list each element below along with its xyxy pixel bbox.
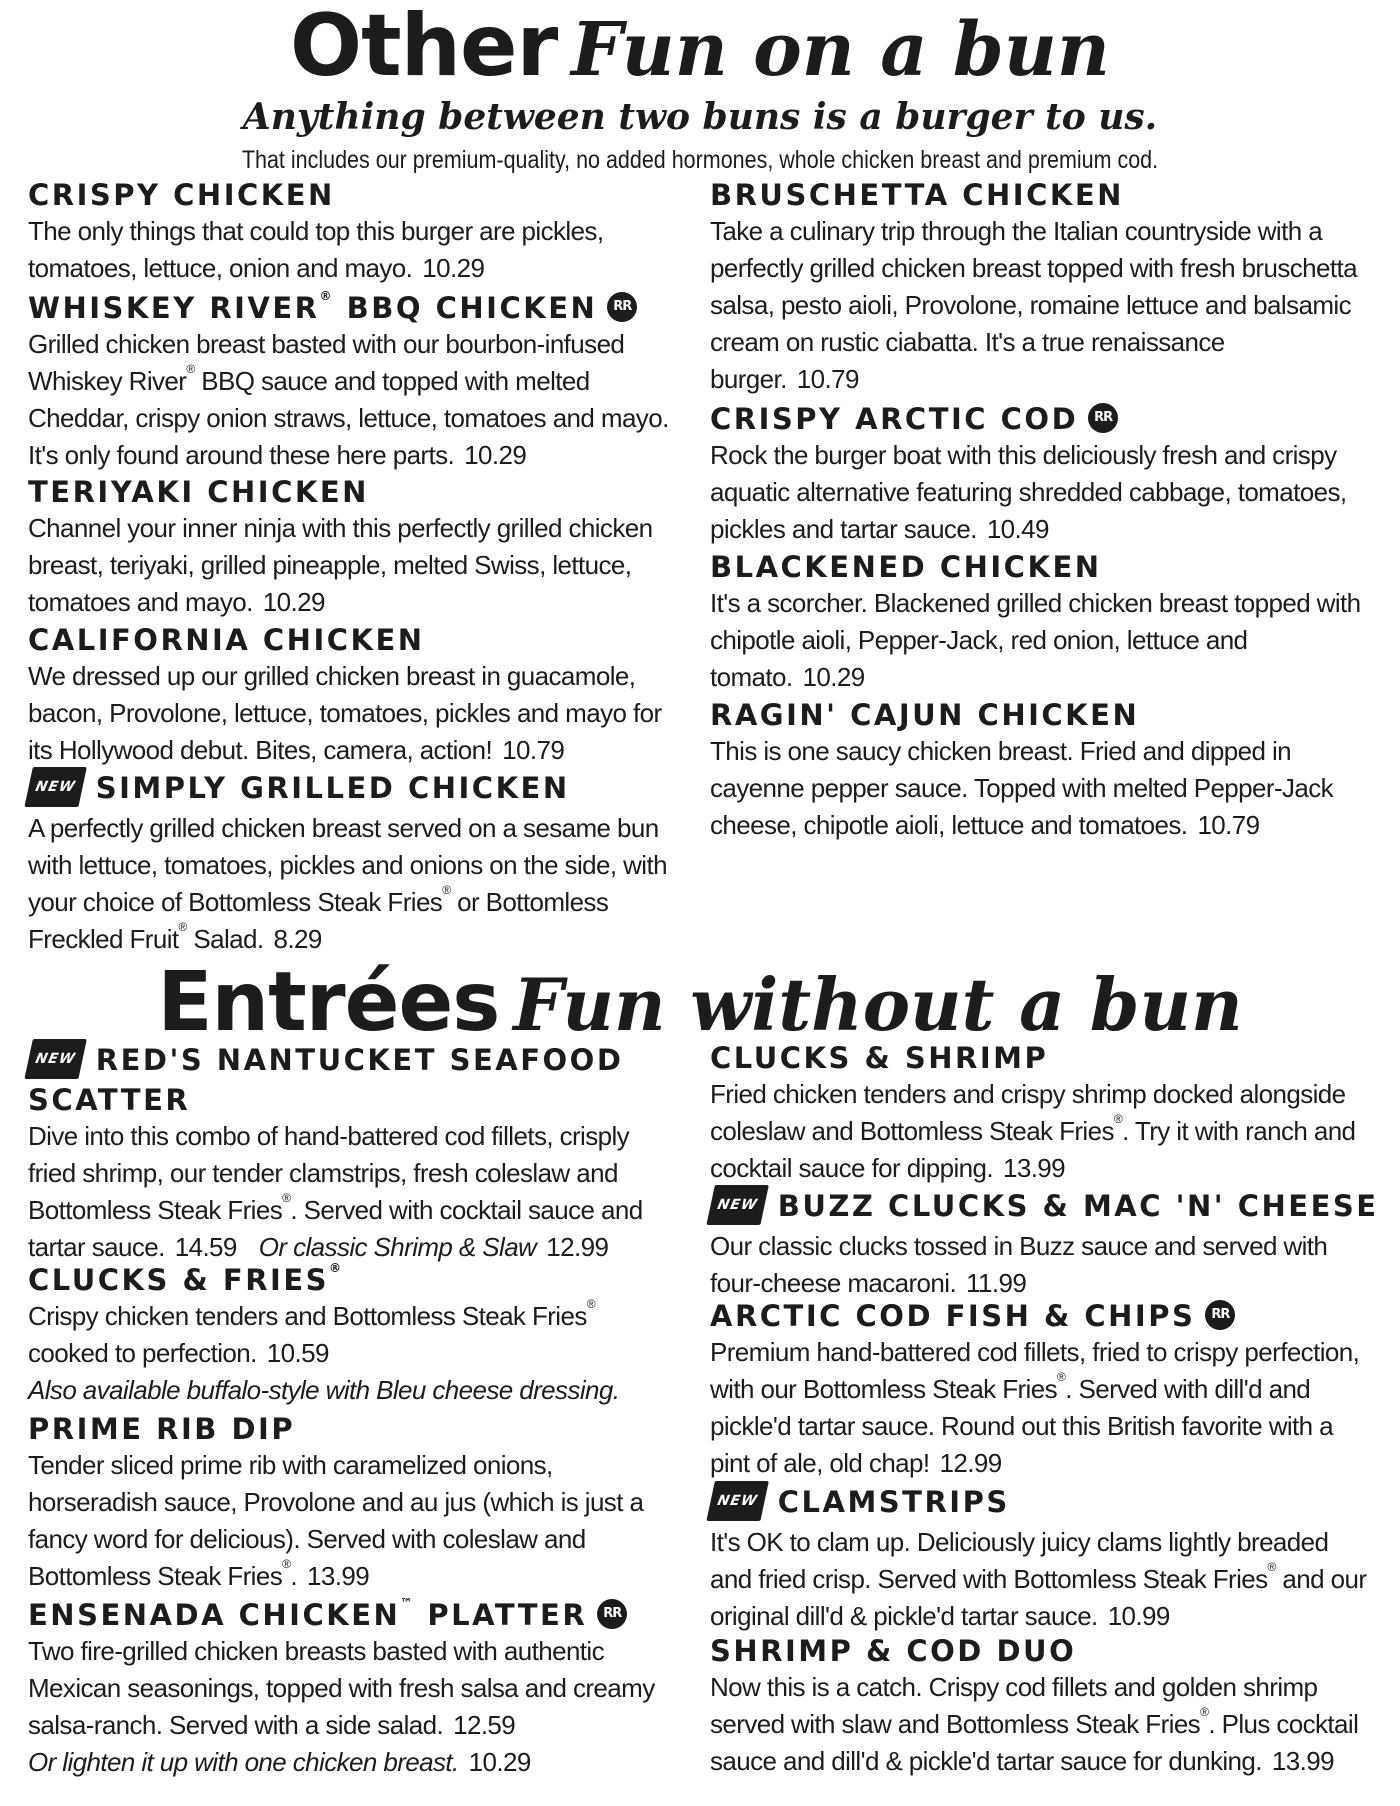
- item-price: 10.79: [502, 735, 565, 765]
- new-badge-icon: NEW: [706, 1481, 768, 1521]
- item-description: [710, 1669, 1370, 1780]
- menu-item: [28, 770, 678, 958]
- item-price: 10.29: [802, 662, 865, 692]
- menu-item: [710, 1484, 1370, 1635]
- item-description: [28, 213, 678, 287]
- item-price: 12.59: [453, 1710, 516, 1740]
- item-title: BRUSCHETTA CHICKEN: [710, 178, 1124, 212]
- item-description: [28, 510, 678, 621]
- item-title: BLACKENED CHICKEN: [710, 550, 1102, 584]
- registered-mark: ®: [178, 920, 187, 934]
- registered-mark: ®: [1200, 1705, 1209, 1719]
- registered-mark: ®: [586, 1297, 595, 1311]
- desc-text: This is one saucy chicken breast. Fried and dipped in cayenne pepper sauce. Topped with melted Pepper-Jack cheese, chipotle aioli, lettuce and tomatoes.: [710, 736, 1334, 840]
- item-price: 8.29: [273, 924, 322, 954]
- red-robin-icon: RR: [1205, 1300, 1235, 1330]
- new-badge-icon: NEW: [706, 1185, 768, 1225]
- item-title: [710, 401, 1370, 437]
- title-text: CLUCKS & FRIES: [28, 1263, 330, 1297]
- desc-text: .: [290, 1561, 297, 1591]
- heading-bold: Entrées: [157, 955, 500, 1050]
- desc-text: Tender sliced prime rib with caramelized onions, horseradish sauce, Provolone and au jus (which is just a fancy word for delicious). Served with coleslaw and Bottomless Steak Fries: [28, 1450, 644, 1591]
- item-description: [28, 658, 678, 769]
- item-description: [28, 810, 678, 958]
- item-price: 10.29: [464, 440, 527, 470]
- registered-mark: ®: [1267, 1560, 1276, 1574]
- desc-text: . Served with cocktail sauce and tartar sauce.: [28, 1195, 643, 1262]
- registered-mark: ®: [186, 362, 195, 376]
- item-description: [710, 1076, 1370, 1187]
- item-description: [710, 585, 1370, 696]
- item-title: RAGIN' CAJUN CHICKEN: [710, 698, 1140, 732]
- menu-item: [28, 1411, 678, 1595]
- menu-item: [710, 401, 1370, 548]
- item-price: 10.49: [986, 514, 1049, 544]
- registered-mark: ®: [282, 1557, 291, 1571]
- item-price: 13.99: [1271, 1746, 1334, 1776]
- item-description: [28, 1633, 678, 1781]
- menu-item: [28, 622, 678, 769]
- section-heading-other: [10, 0, 1390, 96]
- item-title: SHRIMP & COD DUO: [710, 1634, 1077, 1668]
- intro-text: That includes our premium-quality, no added hormones, whole chicken breast and premium cod.: [241, 146, 1159, 174]
- menu-item: [710, 1188, 1379, 1302]
- menu-item: [28, 1262, 678, 1409]
- desc-text: Dive into this combo of hand-battered cod fillets, crisply fried shrimp, our tender clamstrips, fresh coleslaw and Bottomless Steak Fries: [28, 1121, 630, 1225]
- trademark: ™: [400, 1596, 415, 1610]
- item-title: [710, 1484, 1370, 1524]
- menu-item: [28, 290, 678, 474]
- title-text: ENSENADA CHICKEN: [28, 1598, 401, 1632]
- heading-script: Fun on a bun: [571, 7, 1110, 93]
- item-price: 10.79: [796, 364, 859, 394]
- title-text: SIMPLY GRILLED CHICKEN: [95, 771, 570, 805]
- registered-mark: ®: [319, 289, 335, 303]
- registered-mark: ®: [329, 1261, 344, 1275]
- item-description: [710, 213, 1370, 398]
- registered-mark: ®: [1056, 1370, 1066, 1384]
- desc-text: . Served with dill'd and pickle'd tartar sauce. Round out this British favorite with a pint of ale, old chap!: [710, 1374, 1334, 1478]
- desc-text: or Bottomless Freckled Fruit: [28, 887, 609, 954]
- registered-mark: ®: [282, 1191, 291, 1205]
- item-price: 10.79: [1197, 810, 1260, 840]
- desc-text: BBQ sauce and topped with melted Cheddar, crispy onion straws, lettuce, tomatoes and mayo. It's only found around these here parts.: [28, 366, 669, 470]
- item-description: [710, 1228, 1370, 1302]
- heading-bold: Other: [290, 0, 558, 96]
- item-title: [710, 1298, 1370, 1334]
- new-badge-icon: NEW: [24, 1039, 86, 1079]
- menu-item: [28, 1042, 678, 1266]
- item-title: [710, 1188, 1379, 1228]
- item-title: CALIFORNIA CHICKEN: [28, 623, 425, 657]
- menu-item: [710, 549, 1370, 696]
- item-title: [28, 770, 678, 810]
- title-text: BBQ CHICKEN: [346, 291, 598, 325]
- menu-item: [28, 177, 678, 287]
- desc-text: Salad.: [193, 924, 264, 954]
- registered-mark: ®: [442, 883, 451, 897]
- menu-item: [28, 1597, 678, 1781]
- desc-text: . Try it with ranch and cocktail sauce for dipping.: [710, 1116, 1356, 1183]
- item-description: [710, 733, 1370, 844]
- item-description: [710, 1334, 1370, 1482]
- item-title: CLUCKS & SHRIMP: [710, 1041, 1049, 1075]
- item-price: 11.99: [966, 1268, 1027, 1298]
- desc-text: Take a culinary trip through the Italian countryside with a perfectly grilled chicken breast topped with fresh bruschetta salsa, pesto aioli, Provolone, romaine lettuce and balsamic cream on rustic ciabatta. It's a true renaissance burger.: [710, 216, 1357, 394]
- desc-text: The only things that could top this burger are pickles, tomatoes, lettuce, onion and mayo.: [28, 216, 604, 283]
- menu-item: [710, 1040, 1370, 1187]
- item-price: 10.29: [422, 253, 485, 283]
- desc-text: Channel your inner ninja with this perfectly grilled chicken breast, teriyaki, grilled pineapple, melted Swiss, lettuce, tomatoes and mayo.: [28, 513, 653, 617]
- title-text: RED'S NANTUCKET SEAFOOD SCATTER: [28, 1043, 624, 1117]
- tagline: Anything between two buns is a burger to us.: [242, 96, 1158, 138]
- item-description: [28, 1118, 678, 1266]
- menu-item: [710, 1298, 1370, 1482]
- item-description: [710, 1524, 1370, 1635]
- item-note: [28, 1744, 678, 1781]
- desc-text: It's OK to clam up. Deliciously juicy clams lightly breaded and fried crisp. Served with Bottomless Steak Fries: [710, 1527, 1329, 1594]
- desc-text: Grilled chicken breast basted with our bourbon-infused Whiskey River: [28, 329, 625, 396]
- desc-text: Our classic clucks tossed in Buzz sauce and served with four-cheese macaroni.: [710, 1231, 1328, 1298]
- menu-item: [710, 697, 1370, 844]
- item-description: [28, 1447, 678, 1595]
- item-price: 13.99: [1002, 1153, 1066, 1183]
- desc-text: Fried chicken tenders and crispy shrimp docked alongside coleslaw and Bottomless Steak Fries: [710, 1079, 1346, 1146]
- desc-text: Now this is a catch. Crispy cod fillets and golden shrimp served with slaw and Bottomless Steak Fries: [710, 1672, 1318, 1739]
- alt-price: 12.99: [546, 1232, 609, 1262]
- item-price: 10.59: [266, 1338, 329, 1368]
- item-price: 12.99: [939, 1448, 1002, 1478]
- item-price: 10.29: [262, 587, 325, 617]
- item-title: PRIME RIB DIP: [28, 1412, 296, 1446]
- desc-text: We dressed up our grilled chicken breast in guacamole, bacon, Provolone, lettuce, tomatoes, pickles and mayo for its Hollywood debut. Bites, camera, action!: [28, 661, 662, 765]
- alt-option: Or classic Shrimp & Slaw: [258, 1232, 537, 1262]
- item-description: [28, 1298, 678, 1409]
- desc-text: Crispy chicken tenders and Bottomless Steak Fries: [28, 1301, 587, 1331]
- heading-script: Fun without a bun: [513, 962, 1243, 1047]
- desc-text: It's a scorcher. Blackened grilled chicken breast topped with chipotle aioli, Pepper-Jack, red onion, lettuce and tomato.: [710, 588, 1361, 692]
- note-text: Or lighten it up with one chicken breast.: [28, 1747, 459, 1777]
- new-badge-icon: NEW: [24, 767, 86, 807]
- desc-text: cooked to perfection.: [28, 1338, 257, 1368]
- title-text: CRISPY ARCTIC COD: [710, 402, 1079, 436]
- menu-item: [710, 1633, 1370, 1780]
- red-robin-icon: RR: [607, 292, 637, 322]
- desc-text: Two fire-grilled chicken breasts basted with authentic Mexican seasonings, topped with fresh salsa and creamy salsa-ranch. Served with a side salad.: [28, 1636, 655, 1740]
- item-title: [28, 1597, 678, 1633]
- item-description: [28, 326, 678, 474]
- desc-text: . Plus cocktail sauce and dill'd & pickle'd tartar sauce for dunking.: [710, 1709, 1359, 1776]
- item-note: Also available buffalo-style with Bleu cheese dressing.: [28, 1375, 620, 1405]
- note-price: 10.29: [468, 1747, 531, 1777]
- registered-mark: ®: [1113, 1112, 1123, 1126]
- desc-text: Premium hand-battered cod fillets, fried to crispy perfection, with our Bottomless Steak Fries: [710, 1337, 1360, 1404]
- title-text: PLATTER: [427, 1598, 588, 1632]
- menu-item: [28, 474, 678, 621]
- item-price: 14.59: [174, 1232, 237, 1262]
- item-price: 13.99: [307, 1561, 370, 1591]
- item-title: [28, 1042, 678, 1118]
- menu-item: [710, 177, 1370, 398]
- red-robin-icon: RR: [1088, 403, 1118, 433]
- desc-text: Rock the burger boat with this deliciously fresh and crispy aquatic alternative featuring shredded cabbage, tomatoes, pickles and tartar sauce.: [710, 440, 1347, 544]
- desc-text: and our original dill'd & pickle'd tartar sauce.: [710, 1564, 1367, 1631]
- red-robin-icon: RR: [597, 1599, 627, 1629]
- title-text: CLAMSTRIPS: [777, 1485, 1010, 1519]
- title-text: ARCTIC COD FISH & CHIPS: [710, 1299, 1196, 1333]
- item-price: 10.99: [1107, 1601, 1170, 1631]
- desc-text: A perfectly grilled chicken breast served on a sesame bun with lettuce, tomatoes, pickles and onions on the side, with your choice of Bottomless Steak Fries: [28, 813, 667, 917]
- item-description: [710, 437, 1370, 548]
- title-text: WHISKEY RIVER: [28, 291, 320, 325]
- item-title: TERIYAKI CHICKEN: [28, 475, 369, 509]
- item-title: [28, 1262, 678, 1298]
- title-text: BUZZ CLUCKS & MAC 'N' CHEESE: [777, 1189, 1379, 1223]
- item-title: [28, 290, 678, 326]
- item-title: CRISPY CHICKEN: [28, 178, 335, 212]
